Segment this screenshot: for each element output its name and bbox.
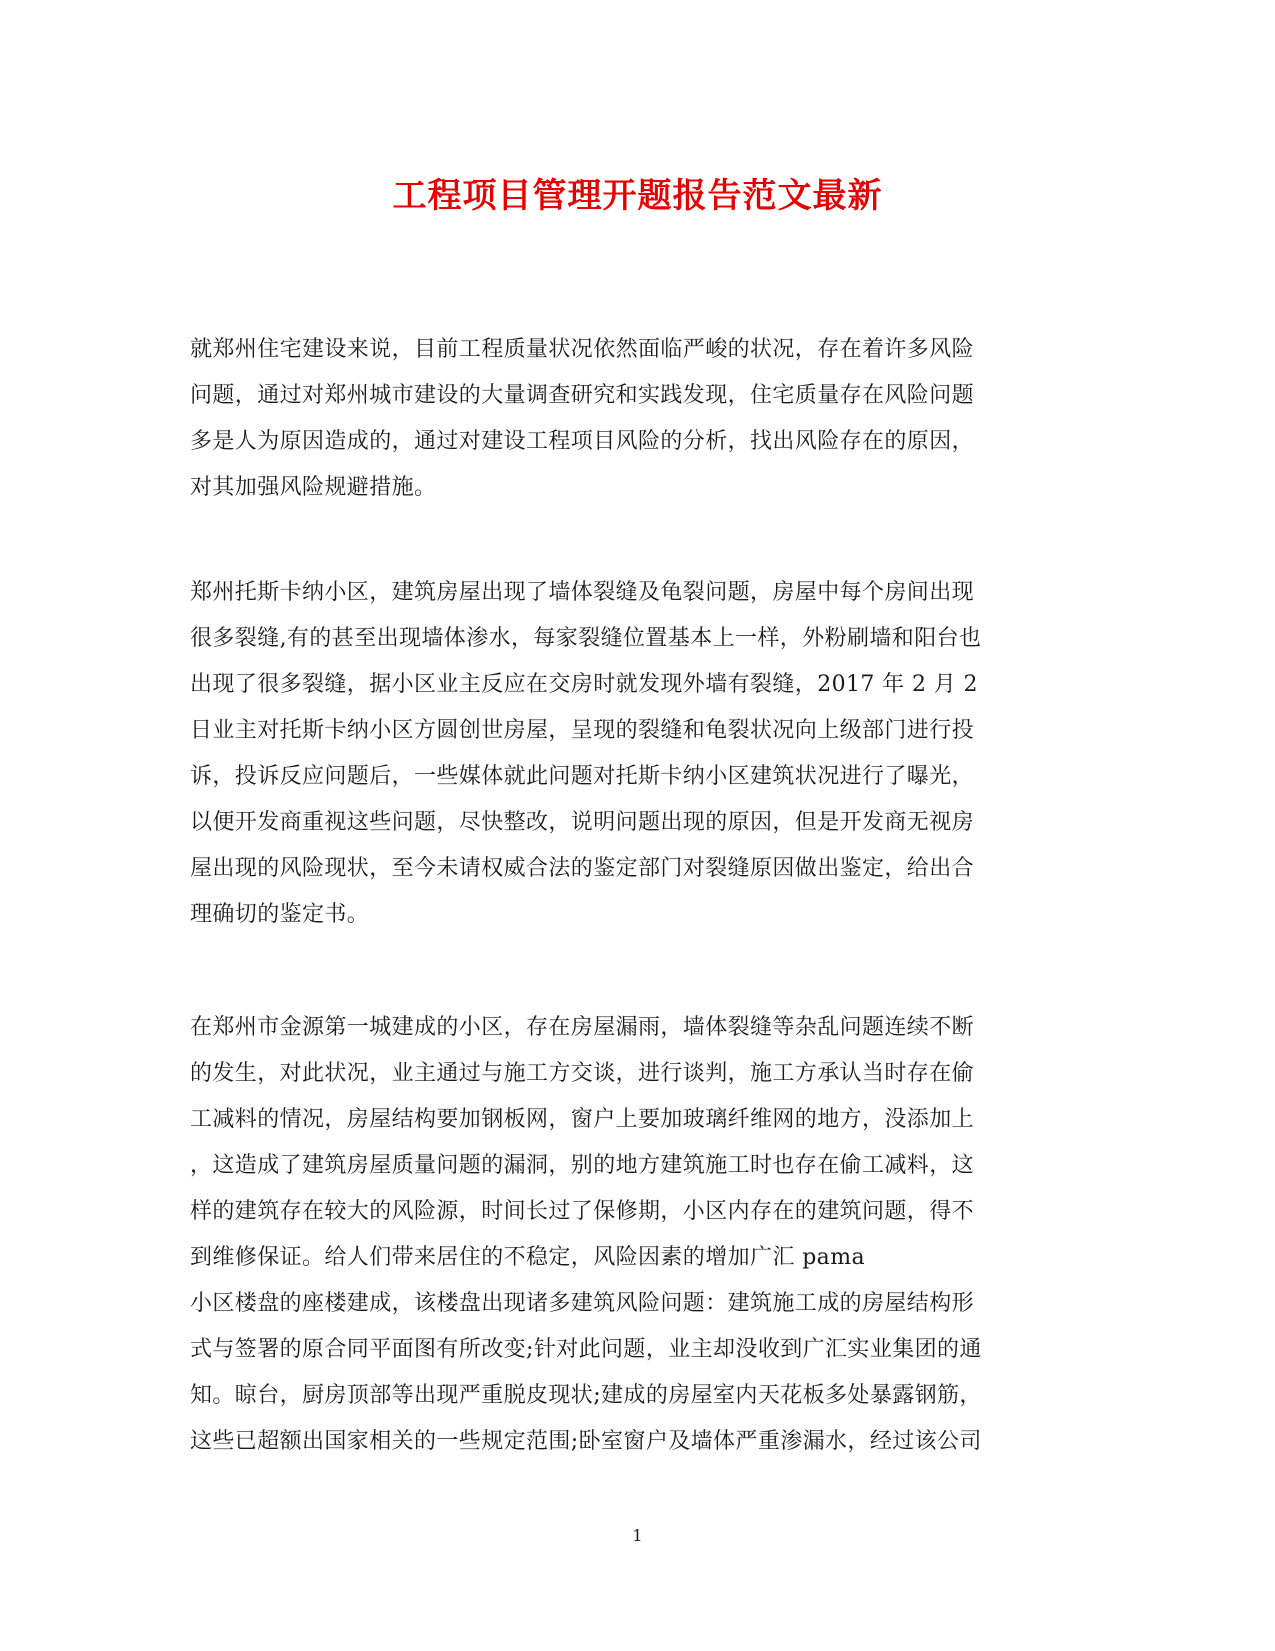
text-line: 屋出现的风险现状，至今未请权威合法的鉴定部门对裂缝原因做出鉴定，给出合 [190, 856, 975, 881]
text-line: 这些已超额出国家相关的一些规定范围;卧室窗户及墙体严重渗漏水，经过该公司 [190, 1429, 982, 1454]
text-line: 小区楼盘的座楼建成，该楼盘出现诸多建筑风险问题：建筑施工成的房屋结构形 [190, 1291, 975, 1316]
text-line: 样的建筑存在较大的风险源，时间长过了保修期，小区内存在的建筑问题，得不 [190, 1199, 975, 1224]
page-number: 1 [632, 1526, 643, 1545]
paragraph-1 [190, 327, 1090, 511]
paragraph-3 [190, 1005, 1090, 1465]
text-line: 多是人为原因造成的，通过对建设工程项目风险的分析，找出风险存在的原因， [190, 429, 975, 454]
text-line: 以便开发商重视这些问题，尽快整改，说明问题出现的原因，但是开发商无视房 [190, 810, 975, 835]
text-line: 理确切的鉴定书。 [190, 902, 370, 927]
document-title: 工程项目管理开题报告范文最新 [392, 176, 883, 216]
text-line: 对其加强风险规避措施。 [190, 475, 437, 500]
text-line: 式与签署的原合同平面图有所改变;针对此问题，业主却没收到广汇实业集团的通 [190, 1337, 982, 1362]
text-line: 日业主对托斯卡纳小区方圆创世房屋，呈现的裂缝和龟裂状况向上级部门进行投 [190, 718, 975, 743]
text-line: 郑州托斯卡纳小区，建筑房屋出现了墙体裂缝及龟裂问题，房屋中每个房间出现 [190, 580, 975, 605]
text-line: 工减料的情况，房屋结构要加钢板网，窗户上要加玻璃纤维网的地方，没添加上 [190, 1107, 975, 1132]
text-line: 问题，通过对郑州城市建设的大量调查研究和实践发现，住宅质量存在风险问题 [190, 383, 975, 408]
text-line: 出现了很多裂缝，据小区业主反应在交房时就发现外墙有裂缝，2017 年 2 月 2 [190, 672, 978, 697]
text-line: 知。晾台，厨房顶部等出现严重脱皮现状;建成的房屋室内天花板多处暴露钢筋， [190, 1383, 982, 1408]
text-line: 就郑州住宅建设来说，目前工程质量状况依然面临严峻的状况，存在着许多风险 [190, 337, 975, 362]
text-line: 的发生，对此状况，业主通过与施工方交谈，进行谈判，施工方承认当时存在偷 [190, 1061, 975, 1086]
paragraph-2 [190, 570, 1090, 938]
text-line: 在郑州市金源第一城建成的小区，存在房屋漏雨，墙体裂缝等杂乱问题连续不断 [190, 1015, 975, 1040]
text-line: 诉，投诉反应问题后，一些媒体就此问题对托斯卡纳小区建筑状况进行了曝光， [190, 764, 975, 789]
text-line: 到维修保证。给人们带来居住的不稳定，风险因素的增加广汇 pama [190, 1245, 865, 1270]
text-line: ，这造成了建筑房屋质量问题的漏洞，别的地方建筑施工时也存在偷工减料，这 [190, 1153, 975, 1178]
text-line: 很多裂缝,有的甚至出现墙体渗水，每家裂缝位置基本上一样，外粉刷墙和阳台也 [190, 626, 982, 651]
